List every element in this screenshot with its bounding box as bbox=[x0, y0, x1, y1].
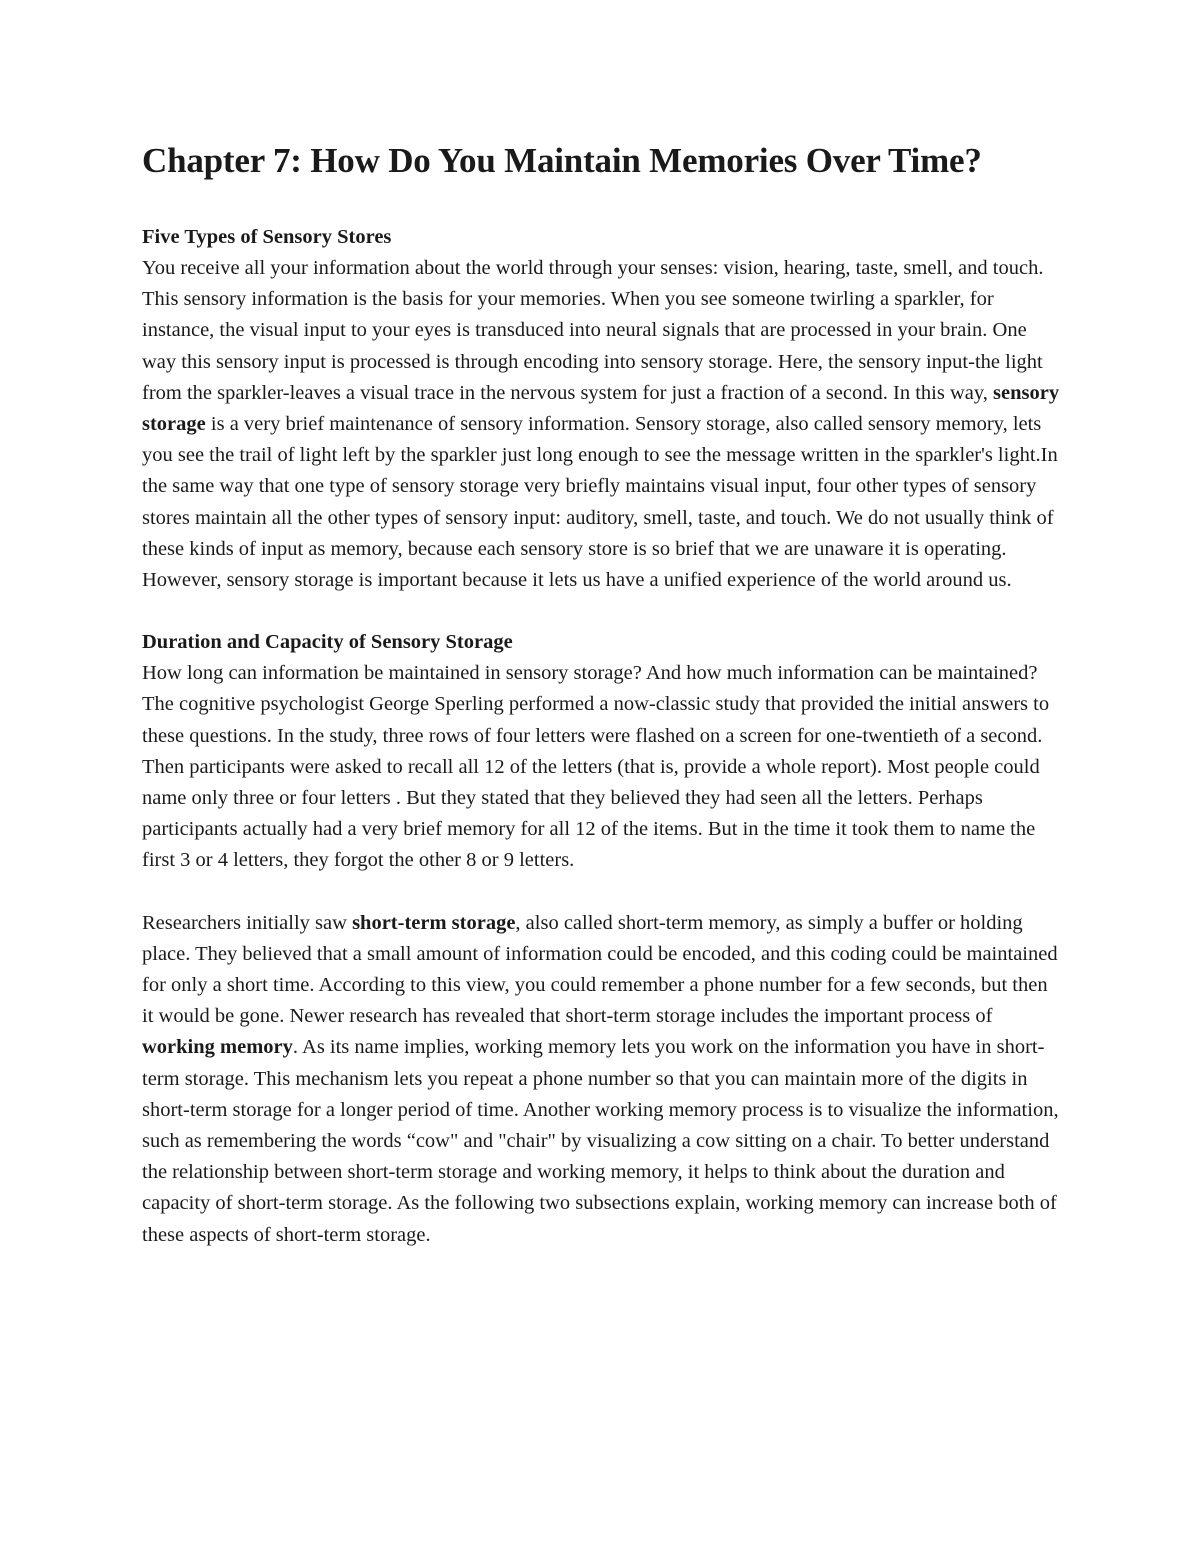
text-run: Researchers initially saw bbox=[142, 911, 353, 934]
section-duration-capacity bbox=[142, 627, 1062, 876]
section-heading: Duration and Capacity of Sensory Storage bbox=[142, 631, 513, 654]
text-run: is a very brief maintenance of sensory information. Sensory storage, also called sensory memory, lets you see the trail of light left by the sparkler just long enough to see the message written in the sparkler's light.In the same way that one type of sensory storage very briefly maintains visual input, four other types of sensory stores maintain all the other types of sensory input: auditory, smell, taste, and touch. We do not usually think of these kinds of input as memory, because each sensory store is so brief that we are unaware it is operating. However, sensory storage is important because it lets us have a unified experience of the world around us. bbox=[142, 413, 1058, 592]
key-term: sensory storage bbox=[142, 381, 1060, 436]
section-heading: Five Types of Sensory Stores bbox=[142, 226, 392, 248]
chapter-title: Chapter 7: How Do You Maintain Memories Over Time? bbox=[142, 141, 982, 180]
text-run: . As its name implies, working memory lets you work on the information you have in short-term storage. This mechanism lets you repeat a phone number so that you can maintain more of the digits in short-term storage for a longer period of time. Another working memory process is to visualize the information, such as remembering the words “cow" and "chair" by visualizing a cow sitting on a chair. To better understand the relationship between short-term storage and working memory, it helps to think about the duration and capacity of short-term storage. As the following two subsections explain, working memory can increase both of these aspects of short-term storage. bbox=[142, 1036, 1059, 1246]
section-paragraph bbox=[142, 253, 1062, 596]
key-term: short-term storage bbox=[352, 911, 516, 934]
text-run: How long can information be maintained in sensory storage? And how much information can be maintained? The cognitive psychologist George Sperling performed a now-classic study that provided the initial answers to these questions. In the study, three rows of four letters were flashed on a screen for one-twentieth of a second. Then participants were asked to recall all 12 of the letters (that is, provide a whole report). Most people could name only three or four letters . But they stated that they believed they had seen all the letters. Perhaps participants actually had a very brief memory for all 12 of the items. But in the time it took them to name the first 3 or 4 letters, they forgot the other 8 or 9 letters. bbox=[142, 662, 1050, 872]
text-run: , also called short-term memory, as simply a buffer or holding place. They believed that a small amount of information could be encoded, and this coding could be maintained for only a short time. According to this view, you could remember a phone number for a few seconds, but then it would be gone. Newer research has revealed that short-term storage includes the important process of bbox=[142, 911, 1058, 1028]
section-paragraph bbox=[142, 658, 1062, 876]
document-page bbox=[142, 138, 1062, 1251]
text-run: You receive all your information about the world through your senses: vision, hearing, taste, smell, and touch. This sensory information is the basis for your memories. When you see someone twirling a sparkler, for instance, the visual input to your eyes is transduced into neural signals that are processed in your brain. One way this sensory input is processed is through encoding into sensory storage. Here, the sensory input-the light from the sparkler-leaves a visual trace in the nervous system for just a fraction of a second. In this way, bbox=[142, 257, 1044, 404]
section-sensory-stores bbox=[142, 222, 1062, 596]
section-paragraph bbox=[142, 908, 1062, 1251]
section-short-term-storage bbox=[142, 908, 1062, 1251]
key-term: working memory bbox=[142, 1036, 293, 1059]
